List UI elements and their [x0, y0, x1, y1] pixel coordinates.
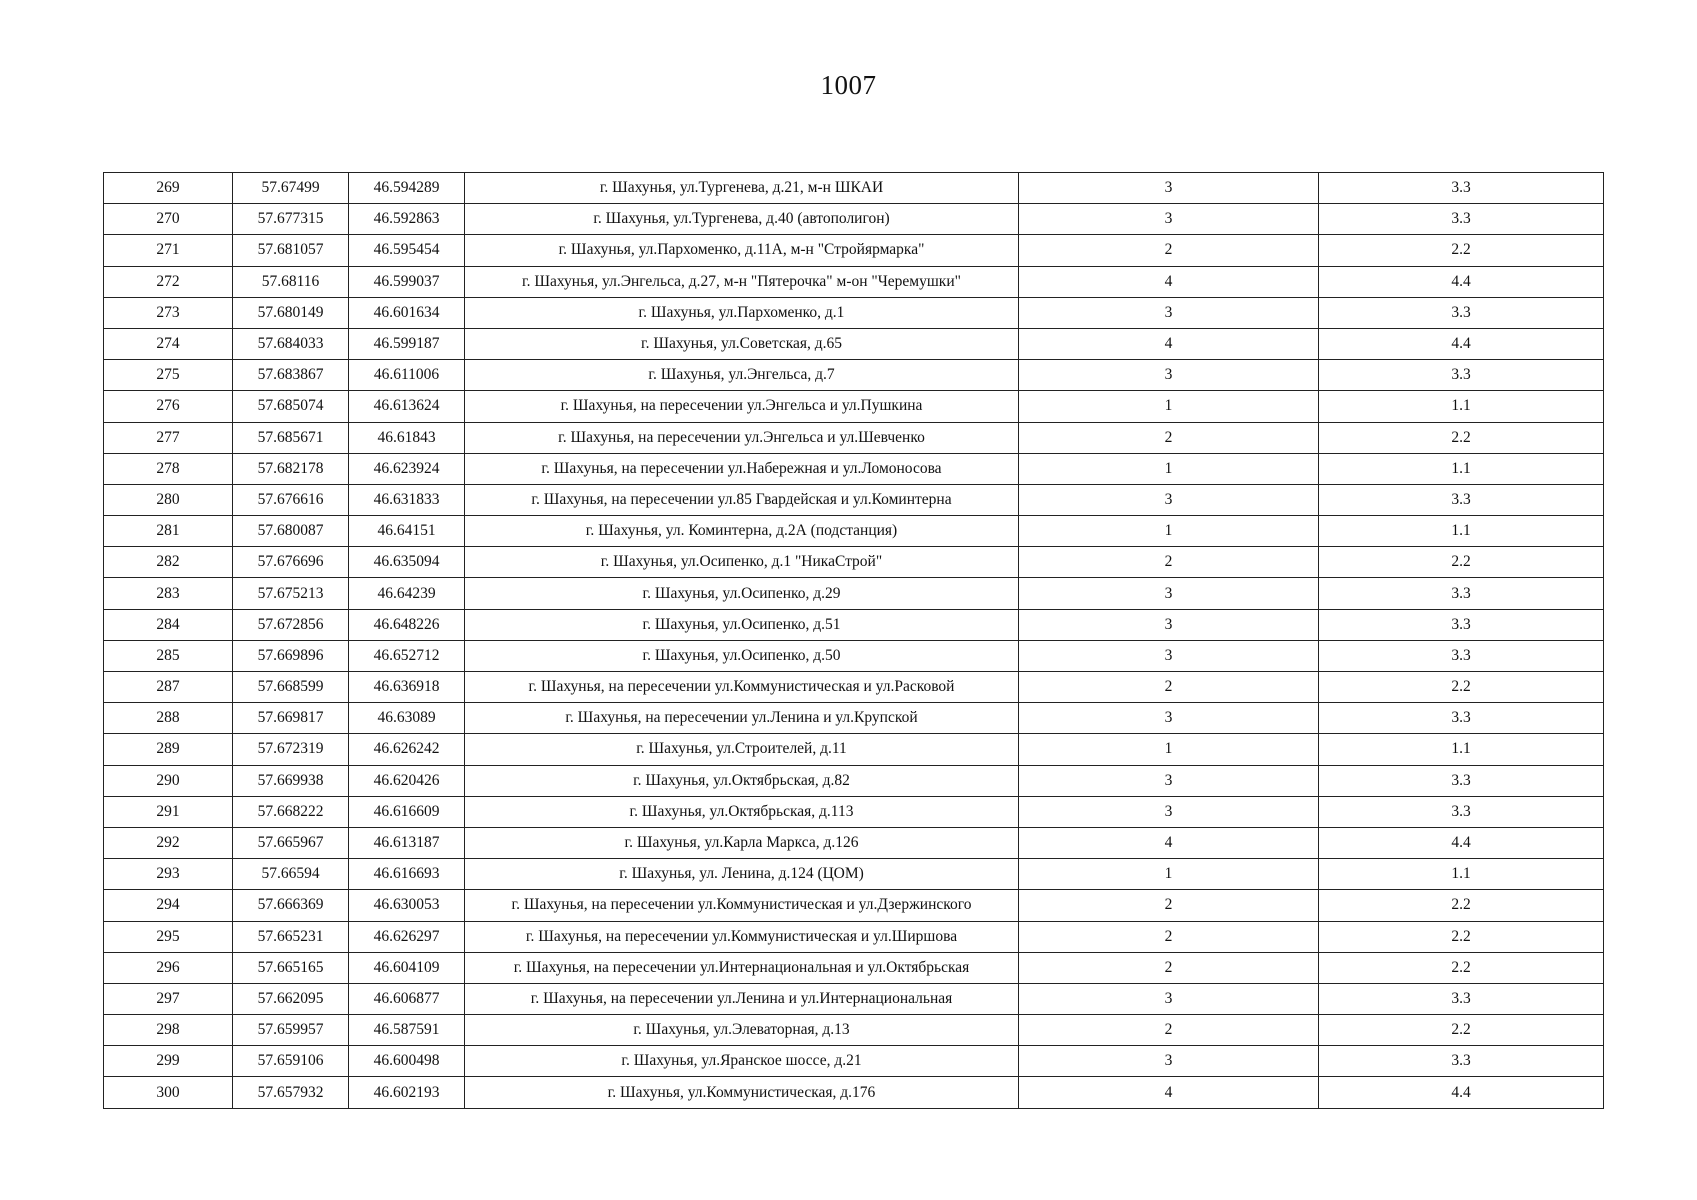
latitude-cell: 57.672856 [233, 609, 349, 640]
row-number-cell: 271 [104, 235, 233, 266]
row-number-cell: 293 [104, 859, 233, 890]
row-number-cell: 277 [104, 422, 233, 453]
container-count-cell: 2 [1019, 952, 1319, 983]
latitude-cell: 57.672319 [233, 734, 349, 765]
address-cell: г. Шахунья, ул. Коминтерна, д.2А (подстанция) [465, 516, 1019, 547]
volume-cell: 3.3 [1319, 983, 1604, 1014]
container-count-cell: 2 [1019, 422, 1319, 453]
container-count-cell: 3 [1019, 297, 1319, 328]
address-cell: г. Шахунья, на пересечении ул.Набережная и ул.Ломоносова [465, 453, 1019, 484]
longitude-cell: 46.587591 [349, 1015, 465, 1046]
latitude-cell: 57.669817 [233, 703, 349, 734]
row-number-cell: 283 [104, 578, 233, 609]
longitude-cell: 46.636918 [349, 672, 465, 703]
table-row [104, 921, 1604, 952]
volume-cell: 1.1 [1319, 516, 1604, 547]
longitude-cell: 46.599037 [349, 266, 465, 297]
table-row [104, 952, 1604, 983]
longitude-cell: 46.626242 [349, 734, 465, 765]
latitude-cell: 57.680149 [233, 297, 349, 328]
container-count-cell: 3 [1019, 703, 1319, 734]
table-row [104, 204, 1604, 235]
table-row [104, 422, 1604, 453]
address-cell: г. Шахунья, ул.Тургенева, д.40 (автополигон) [465, 204, 1019, 235]
longitude-cell: 46.602193 [349, 1077, 465, 1108]
container-count-cell: 2 [1019, 235, 1319, 266]
row-number-cell: 295 [104, 921, 233, 952]
latitude-cell: 57.684033 [233, 328, 349, 359]
volume-cell: 1.1 [1319, 734, 1604, 765]
longitude-cell: 46.648226 [349, 609, 465, 640]
container-count-cell: 2 [1019, 921, 1319, 952]
row-number-cell: 274 [104, 328, 233, 359]
container-count-cell: 4 [1019, 266, 1319, 297]
longitude-cell: 46.601634 [349, 297, 465, 328]
address-cell: г. Шахунья, ул.Осипенко, д.51 [465, 609, 1019, 640]
table-row [104, 484, 1604, 515]
latitude-cell: 57.66594 [233, 859, 349, 890]
address-cell: г. Шахунья, на пересечении ул.Энгельса и ул.Шевченко [465, 422, 1019, 453]
container-count-cell: 1 [1019, 859, 1319, 890]
longitude-cell: 46.64239 [349, 578, 465, 609]
row-number-cell: 300 [104, 1077, 233, 1108]
latitude-cell: 57.659957 [233, 1015, 349, 1046]
row-number-cell: 288 [104, 703, 233, 734]
table-row [104, 516, 1604, 547]
latitude-cell: 57.669896 [233, 640, 349, 671]
latitude-cell: 57.675213 [233, 578, 349, 609]
address-cell: г. Шахунья, ул.Пархоменко, д.11А, м-н "Стройярмарка" [465, 235, 1019, 266]
latitude-cell: 57.680087 [233, 516, 349, 547]
volume-cell: 3.3 [1319, 765, 1604, 796]
longitude-cell: 46.595454 [349, 235, 465, 266]
volume-cell: 3.3 [1319, 796, 1604, 827]
table-row [104, 640, 1604, 671]
container-count-cell: 3 [1019, 765, 1319, 796]
volume-cell: 1.1 [1319, 453, 1604, 484]
container-count-cell: 4 [1019, 827, 1319, 858]
longitude-cell: 46.599187 [349, 328, 465, 359]
data-table [103, 172, 1604, 1109]
volume-cell: 3.3 [1319, 1046, 1604, 1077]
longitude-cell: 46.635094 [349, 547, 465, 578]
table-row [104, 983, 1604, 1014]
row-number-cell: 294 [104, 890, 233, 921]
container-count-cell: 1 [1019, 391, 1319, 422]
container-count-cell: 3 [1019, 983, 1319, 1014]
address-cell: г. Шахунья, ул.Яранское шоссе, д.21 [465, 1046, 1019, 1077]
row-number-cell: 270 [104, 204, 233, 235]
address-cell: г. Шахунья, ул.Тургенева, д.21, м-н ШКАИ [465, 173, 1019, 204]
address-cell: г. Шахунья, ул.Октябрьская, д.113 [465, 796, 1019, 827]
row-number-cell: 269 [104, 173, 233, 204]
volume-cell: 2.2 [1319, 422, 1604, 453]
address-cell: г. Шахунья, ул.Пархоменко, д.1 [465, 297, 1019, 328]
table-row [104, 609, 1604, 640]
table-row [104, 1046, 1604, 1077]
volume-cell: 4.4 [1319, 328, 1604, 359]
row-number-cell: 298 [104, 1015, 233, 1046]
container-count-cell: 2 [1019, 890, 1319, 921]
volume-cell: 4.4 [1319, 827, 1604, 858]
address-cell: г. Шахунья, ул.Энгельса, д.7 [465, 360, 1019, 391]
page-number: 1007 [820, 70, 877, 100]
latitude-cell: 57.668599 [233, 672, 349, 703]
row-number-cell: 289 [104, 734, 233, 765]
latitude-cell: 57.662095 [233, 983, 349, 1014]
row-number-cell: 291 [104, 796, 233, 827]
row-number-cell: 299 [104, 1046, 233, 1077]
latitude-cell: 57.665967 [233, 827, 349, 858]
longitude-cell: 46.604109 [349, 952, 465, 983]
volume-cell: 2.2 [1319, 235, 1604, 266]
volume-cell: 3.3 [1319, 640, 1604, 671]
row-number-cell: 292 [104, 827, 233, 858]
latitude-cell: 57.681057 [233, 235, 349, 266]
volume-cell: 3.3 [1319, 204, 1604, 235]
longitude-cell: 46.623924 [349, 453, 465, 484]
address-cell: г. Шахунья, ул.Элеваторная, д.13 [465, 1015, 1019, 1046]
container-count-cell: 2 [1019, 1015, 1319, 1046]
latitude-cell: 57.685671 [233, 422, 349, 453]
table-row [104, 859, 1604, 890]
address-cell: г. Шахунья, на пересечении ул.Ленина и ул.Интернациональная [465, 983, 1019, 1014]
table-row [104, 734, 1604, 765]
row-number-cell: 278 [104, 453, 233, 484]
row-number-cell: 296 [104, 952, 233, 983]
table-row [104, 1077, 1604, 1108]
longitude-cell: 46.64151 [349, 516, 465, 547]
longitude-cell: 46.626297 [349, 921, 465, 952]
table-row [104, 328, 1604, 359]
latitude-cell: 57.685074 [233, 391, 349, 422]
address-cell: г. Шахунья, ул.Осипенко, д.29 [465, 578, 1019, 609]
volume-cell: 2.2 [1319, 547, 1604, 578]
volume-cell: 1.1 [1319, 859, 1604, 890]
longitude-cell: 46.613187 [349, 827, 465, 858]
address-cell: г. Шахунья, ул.Энгельса, д.27, м-н "Пятерочка" м-он "Черемушки" [465, 266, 1019, 297]
address-cell: г. Шахунья, на пересечении ул.Коммунистическая и ул.Ширшова [465, 921, 1019, 952]
longitude-cell: 46.611006 [349, 360, 465, 391]
container-count-cell: 3 [1019, 640, 1319, 671]
table-row [104, 765, 1604, 796]
address-cell: г. Шахунья, на пересечении ул.Коммунистическая и ул.Расковой [465, 672, 1019, 703]
longitude-cell: 46.594289 [349, 173, 465, 204]
volume-cell: 1.1 [1319, 391, 1604, 422]
table-row [104, 235, 1604, 266]
table-body [104, 173, 1604, 1109]
longitude-cell: 46.600498 [349, 1046, 465, 1077]
table-row [104, 266, 1604, 297]
volume-cell: 2.2 [1319, 672, 1604, 703]
latitude-cell: 57.682178 [233, 453, 349, 484]
row-number-cell: 272 [104, 266, 233, 297]
volume-cell: 4.4 [1319, 266, 1604, 297]
table-row [104, 827, 1604, 858]
container-count-cell: 4 [1019, 328, 1319, 359]
latitude-cell: 57.677315 [233, 204, 349, 235]
volume-cell: 2.2 [1319, 921, 1604, 952]
address-cell: г. Шахунья, ул. Ленина, д.124 (ЦОМ) [465, 859, 1019, 890]
table-row [104, 1015, 1604, 1046]
row-number-cell: 280 [104, 484, 233, 515]
longitude-cell: 46.620426 [349, 765, 465, 796]
container-count-cell: 4 [1019, 1077, 1319, 1108]
container-count-cell: 3 [1019, 578, 1319, 609]
table-row [104, 672, 1604, 703]
latitude-cell: 57.668222 [233, 796, 349, 827]
address-cell: г. Шахунья, на пересечении ул.85 Гвардейская и ул.Коминтерна [465, 484, 1019, 515]
row-number-cell: 276 [104, 391, 233, 422]
row-number-cell: 282 [104, 547, 233, 578]
address-cell: г. Шахунья, ул.Осипенко, д.50 [465, 640, 1019, 671]
volume-cell: 3.3 [1319, 609, 1604, 640]
address-cell: г. Шахунья, на пересечении ул.Ленина и ул.Крупской [465, 703, 1019, 734]
row-number-cell: 297 [104, 983, 233, 1014]
latitude-cell: 57.67499 [233, 173, 349, 204]
address-cell: г. Шахунья, ул.Осипенко, д.1 "НикаСтрой" [465, 547, 1019, 578]
address-cell: г. Шахунья, ул.Октябрьская, д.82 [465, 765, 1019, 796]
longitude-cell: 46.606877 [349, 983, 465, 1014]
container-count-cell: 2 [1019, 547, 1319, 578]
container-count-cell: 3 [1019, 609, 1319, 640]
container-count-cell: 1 [1019, 734, 1319, 765]
volume-cell: 3.3 [1319, 484, 1604, 515]
table-row [104, 360, 1604, 391]
longitude-cell: 46.592863 [349, 204, 465, 235]
volume-cell: 2.2 [1319, 952, 1604, 983]
table-row [104, 703, 1604, 734]
row-number-cell: 285 [104, 640, 233, 671]
container-count-cell: 3 [1019, 1046, 1319, 1077]
volume-cell: 3.3 [1319, 173, 1604, 204]
table-row [104, 453, 1604, 484]
address-cell: г. Шахунья, ул.Карла Маркса, д.126 [465, 827, 1019, 858]
table-row [104, 173, 1604, 204]
volume-cell: 2.2 [1319, 1015, 1604, 1046]
container-count-cell: 3 [1019, 796, 1319, 827]
row-number-cell: 290 [104, 765, 233, 796]
latitude-cell: 57.676696 [233, 547, 349, 578]
table-row [104, 796, 1604, 827]
row-number-cell: 281 [104, 516, 233, 547]
row-number-cell: 275 [104, 360, 233, 391]
longitude-cell: 46.616693 [349, 859, 465, 890]
volume-cell: 3.3 [1319, 360, 1604, 391]
container-count-cell: 1 [1019, 453, 1319, 484]
volume-cell: 3.3 [1319, 578, 1604, 609]
latitude-cell: 57.683867 [233, 360, 349, 391]
container-count-cell: 3 [1019, 484, 1319, 515]
latitude-cell: 57.665231 [233, 921, 349, 952]
longitude-cell: 46.652712 [349, 640, 465, 671]
volume-cell: 3.3 [1319, 297, 1604, 328]
row-number-cell: 287 [104, 672, 233, 703]
longitude-cell: 46.630053 [349, 890, 465, 921]
address-cell: г. Шахунья, на пересечении ул.Коммунистическая и ул.Дзержинского [465, 890, 1019, 921]
longitude-cell: 46.613624 [349, 391, 465, 422]
container-count-cell: 2 [1019, 672, 1319, 703]
row-number-cell: 284 [104, 609, 233, 640]
longitude-cell: 46.63089 [349, 703, 465, 734]
address-cell: г. Шахунья, на пересечении ул.Интернациональная и ул.Октябрьская [465, 952, 1019, 983]
table-row [104, 578, 1604, 609]
container-count-cell: 3 [1019, 173, 1319, 204]
table-row [104, 391, 1604, 422]
container-count-cell: 1 [1019, 516, 1319, 547]
container-count-cell: 3 [1019, 204, 1319, 235]
volume-cell: 3.3 [1319, 703, 1604, 734]
table-row [104, 890, 1604, 921]
latitude-cell: 57.665165 [233, 952, 349, 983]
longitude-cell: 46.616609 [349, 796, 465, 827]
address-cell: г. Шахунья, ул.Коммунистическая, д.176 [465, 1077, 1019, 1108]
latitude-cell: 57.676616 [233, 484, 349, 515]
address-cell: г. Шахунья, на пересечении ул.Энгельса и ул.Пушкина [465, 391, 1019, 422]
latitude-cell: 57.669938 [233, 765, 349, 796]
longitude-cell: 46.631833 [349, 484, 465, 515]
row-number-cell: 273 [104, 297, 233, 328]
longitude-cell: 46.61843 [349, 422, 465, 453]
address-cell: г. Шахунья, ул.Советская, д.65 [465, 328, 1019, 359]
latitude-cell: 57.68116 [233, 266, 349, 297]
table-row [104, 297, 1604, 328]
latitude-cell: 57.659106 [233, 1046, 349, 1077]
address-cell: г. Шахунья, ул.Строителей, д.11 [465, 734, 1019, 765]
latitude-cell: 57.657932 [233, 1077, 349, 1108]
latitude-cell: 57.666369 [233, 890, 349, 921]
volume-cell: 4.4 [1319, 1077, 1604, 1108]
volume-cell: 2.2 [1319, 890, 1604, 921]
container-count-cell: 3 [1019, 360, 1319, 391]
table-row [104, 547, 1604, 578]
